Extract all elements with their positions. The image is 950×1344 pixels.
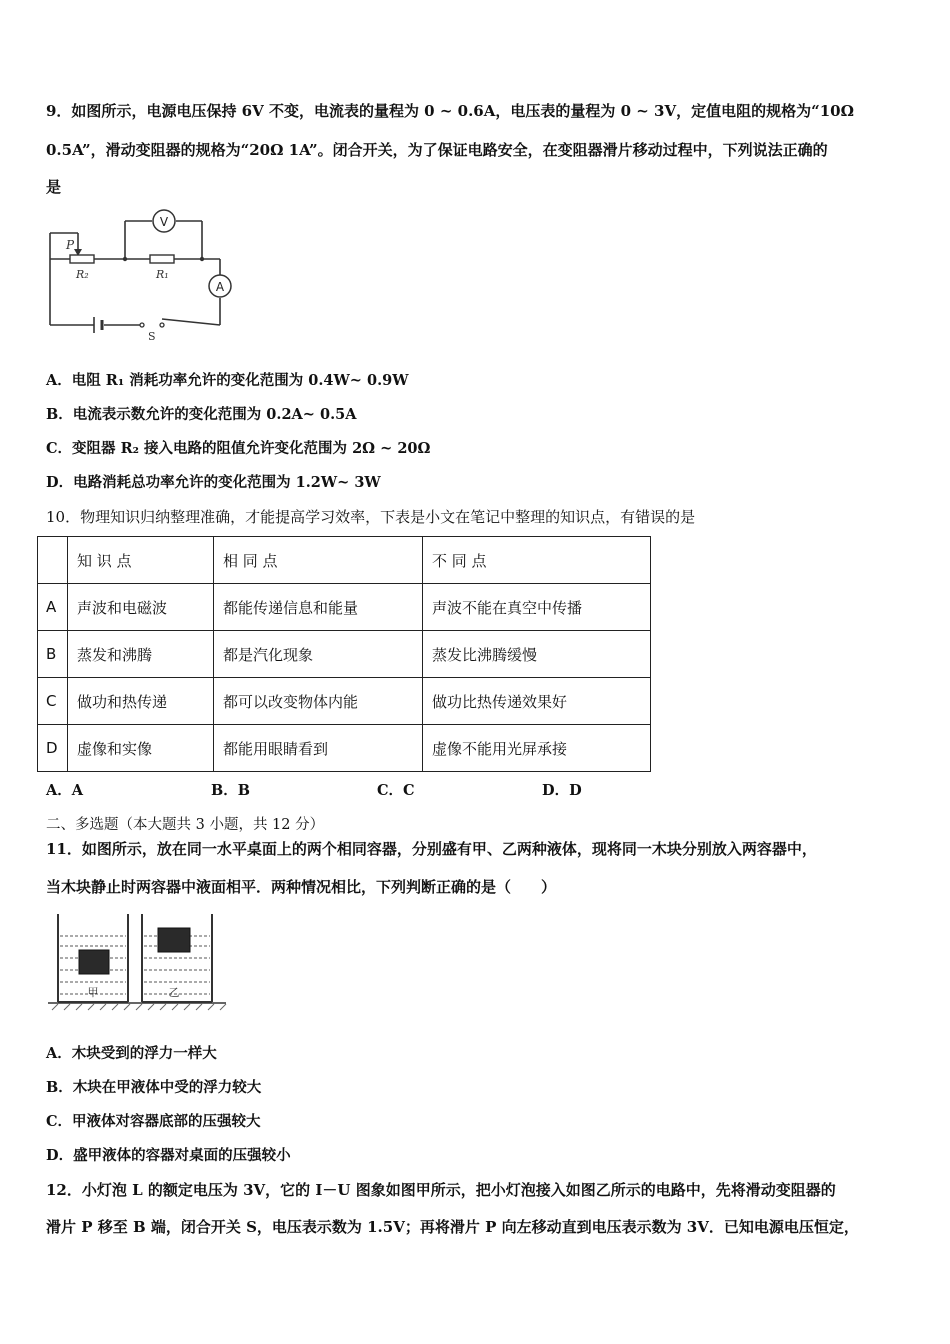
svg-text:R₁: R₁ [156,268,169,281]
q11-line-1: 11．如图所示，放在同一水平桌面上的两个相同容器，分别盛有甲、乙两种液体，现将同一木块分别放入两容器中， [46,840,817,858]
table-row [38,584,651,631]
svg-text:R₂: R₂ [76,268,89,281]
wood-block-left [79,950,109,974]
table-row [38,678,651,725]
q10-answer-d: D．D [542,782,582,799]
table-cell: 都可以改变物体内能 [214,678,423,725]
svg-text:A: A [215,280,225,294]
table-cell: 蒸发比沸腾缓慢 [423,631,651,678]
r2-resistor [70,255,94,263]
table-cell: 都是汽化现象 [214,631,423,678]
table-cell: 做功比热传递效果好 [423,678,651,725]
q12-line-1: 12．小灯泡 L 的额定电压为 3V，它的 I－U 图象如图甲所示，把小灯泡接入如图乙所示的电路中，先将滑动变阻器的 [46,1181,836,1199]
knowledge-table [37,536,651,772]
table-cell: 虚像和实像 [68,725,214,772]
q10-answer-b: B．B [211,782,251,799]
table-row [38,725,651,772]
q10-stem: 10．物理知识归纳整理准确，才能提高学习效率，下表是小文在笔记中整理的知识点，有错误的是 [46,508,696,526]
svg-text:甲: 甲 [87,986,99,999]
q11-option-c: C．甲液体对容器底部的压强较大 [46,1113,261,1130]
q11-option-a: A．木块受到的浮力一样大 [46,1045,217,1062]
q11-option-d: D．盛甲液体的容器对桌面的压强较小 [46,1147,291,1164]
q11-option-b: B．木块在甲液体中受的浮力较大 [46,1079,262,1096]
svg-text:S: S [148,330,156,343]
r1-resistor [150,255,174,263]
table-cell: 做功和热传递 [68,678,214,725]
table-header-cell: 相 同 点 [214,537,423,584]
svg-text:P: P [66,238,75,252]
q9-option-b: B．电流表示数允许的变化范围为 0.2A~ 0.5A [46,406,357,423]
table-header-cell: 不 同 点 [423,537,651,584]
table-cell: D [38,725,68,772]
table-header-cell [38,537,68,584]
table-row [38,631,651,678]
q10-answer-a: A．A [46,782,84,799]
table-cell: 蒸发和沸腾 [68,631,214,678]
q12-line-2: 滑片 P 移至 B 端，闭合开关 S，电压表示数为 1.5V；再将滑片 P 向左移动直到电压表示数为 3V．已知电源电压恒定， [46,1218,859,1236]
section-title: 二、多选题（本大题共 3 小题，共 12 分） [46,817,325,833]
table-header-cell: 知 识 点 [68,537,214,584]
q9-line-1: 9．如图所示，电源电压保持 6V 不变，电流表的量程为 0 ~ 0.6A，电压表的量程为 0 ~ 3V，定值电阻的规格为“10Ω [46,102,854,120]
svg-text:V: V [159,215,169,229]
table-cell: 都能传递信息和能量 [214,584,423,631]
q9-circuit-diagram [44,205,236,345]
table-cell: 虚像不能用光屏承接 [423,725,651,772]
table-cell: A [38,584,68,631]
table-header-row [38,537,651,584]
table-cell: C [38,678,68,725]
q10-answer-c: C．C [377,782,415,799]
table-cell: 都能用眼睛看到 [214,725,423,772]
q9-option-c: C．变阻器 R₂ 接入电路的阻值允许变化范围为 2Ω ~ 20Ω [46,440,431,457]
q9-option-d: D．电路消耗总功率允许的变化范围为 1.2W~ 3W [46,474,381,491]
table-cell: 声波和电磁波 [68,584,214,631]
q11-containers-diagram [46,910,228,1012]
svg-text:乙: 乙 [168,986,180,999]
table-cell: B [38,631,68,678]
q9-option-a: A．电阻 R₁ 消耗功率允许的变化范围为 0.4W~ 0.9W [46,372,409,389]
wood-block-right [158,928,190,952]
table-cell: 声波不能在真空中传播 [423,584,651,631]
q11-line-2: 当木块静止时两容器中液面相平．两种情况相比，下列判断正确的是（ ） [46,878,557,896]
q9-line-2: 0.5A”，滑动变阻器的规格为“20Ω 1A”。闭合开关，为了保证电路安全，在变阻器滑片移动过程中，下列说法正确的 [46,141,828,159]
q9-line-3: 是 [46,178,62,196]
